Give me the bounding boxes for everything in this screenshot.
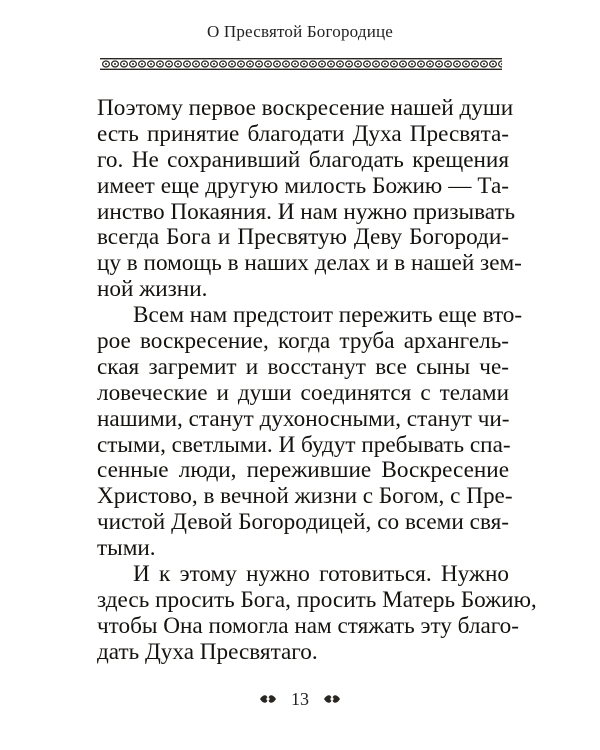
text-line: всегда Бога и Пресвятую Деву Богороди- (97, 224, 509, 251)
text-line: ловеческие и души соединятся с телами (97, 379, 509, 406)
paragraph (97, 302, 523, 562)
running-title: О Пресвятой Богородице (206, 22, 394, 41)
page-footer (0, 688, 600, 710)
body-text (97, 95, 537, 666)
text-line: инство Покаяния. И нам нужно призывать (97, 198, 516, 225)
text-line: ская загремит и восстанут все сыны че- (97, 353, 509, 380)
paragraphs (97, 95, 537, 666)
text-line: рое воскресение, когда труба архангель- (97, 328, 509, 355)
text-line: Всем нам предстоит пережить еще вто- (133, 302, 523, 329)
text-line: нашими, станут духоносными, станут чи- (97, 405, 510, 432)
text-line: го. Не сохранивший благодать крещения (97, 146, 509, 173)
text-line: ной жизни. (97, 276, 208, 303)
text-line: дать Духа Пресвятаго. (97, 638, 318, 665)
text-line: чтобы Она помогла нам стяжать эту благо- (97, 612, 519, 639)
text-line: чистой Девой Богородицей, со всеми свя- (97, 509, 509, 536)
ornamental-divider (100, 58, 502, 70)
page-number: 13 (291, 688, 309, 709)
text-line: Поэтому первое воскресение нашей души (97, 95, 514, 121)
text-line: Христово, в вечной жизни с Богом, с Пре- (97, 483, 513, 510)
text-line: есть принятие благодати Духа Пресвята- (97, 120, 509, 147)
text-line: здесь просить Бога, просить Матерь Божию, (97, 586, 537, 613)
text-line: И к этому нужно готовиться. Нужно (133, 561, 509, 588)
text-line: имеет еще другую милость Божию — Та- (97, 172, 509, 199)
fleuron-right-icon (323, 693, 341, 705)
text-line: тыми. (97, 535, 156, 562)
text-line: цу в помощь в наших делах и в нашей зем- (97, 250, 522, 277)
fleuron-left-icon (259, 693, 277, 705)
paragraph (97, 561, 537, 666)
text-line: сенные люди, пережившие Воскресение (97, 457, 509, 484)
text-line: стыми, светлыми. И будут пребывать спа- (97, 431, 511, 458)
paragraph (97, 95, 522, 303)
